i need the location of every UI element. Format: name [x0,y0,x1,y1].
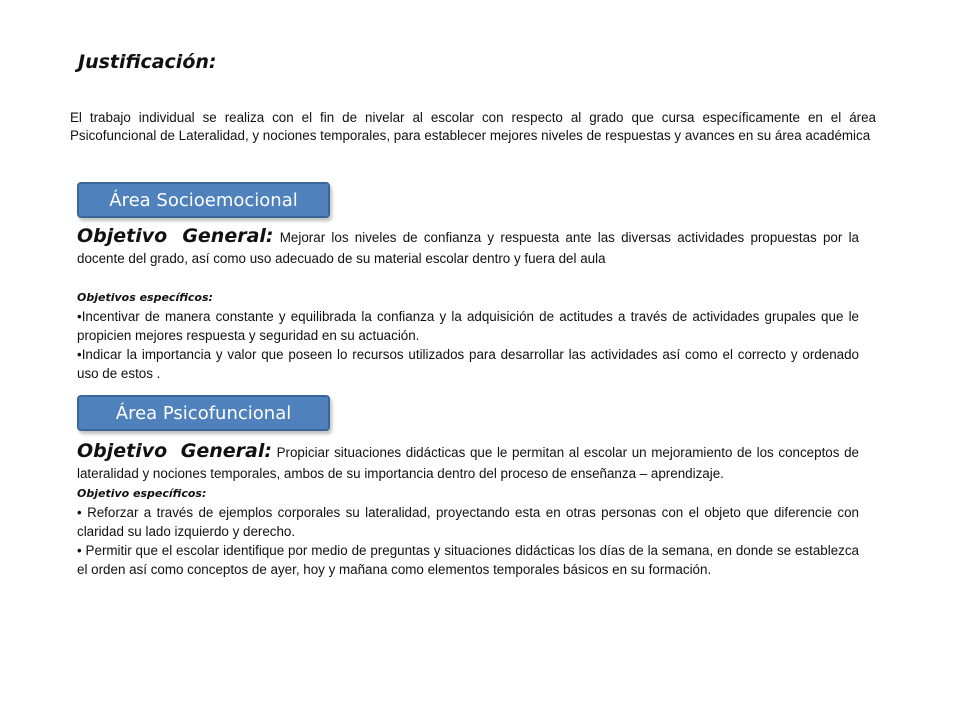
socioemocional-specific-title: Objetivos específicos: [77,291,213,304]
socioemocional-objective-text: Mejorar los niveles de confianza y respuesta ante las diversas actividades propuestas por la docente del grado, así como uso adecuado de su material escolar dentro y fuera del aula [77,230,859,266]
psicofuncional-content [77,441,859,579]
psicofuncional-objective-heading: Objetivo General: [77,440,272,462]
socioemocional-general-objective [77,226,859,269]
area-psicofuncional-label: Área Psicofuncional [115,402,292,424]
psicofuncional-specific-2: • Permitir que el escolar identifique por medio de preguntas y situaciones didácticas los días de la semana, en donde se establezca el orden así como conceptos de ayer, hoy y mañana como elementos temporales básicos en su formación. [77,543,859,577]
psicofuncional-general-objective [77,441,859,484]
justification-title: Justificación: [78,51,217,73]
psicofuncional-specific-title: Objetivo específicos: [77,487,207,500]
psicofuncional-objective-text: Propiciar situaciones didácticas que le permitan al escolar un mejoramiento de los conceptos de lateralidad y nociones temporales, ambos de su importancia dentro del proceso de enseñanza – aprendizaje. [77,445,859,481]
area-socioemocional-label: Área Socioemocional [109,189,298,211]
area-socioemocional-header [77,182,330,218]
justification-text: El trabajo individual se realiza con el fin de nivelar al escolar con respecto al grado que cursa específicamente en el área Psicofuncional de Lateralidad, y nociones temporales, para establecer mejores niveles de respuestas y avances en su área académica [70,110,876,143]
socioemocional-content [77,226,859,383]
socioemocional-specific-2: •Indicar la importancia y valor que poseen lo recursos utilizados para desarrollar las actividades así como el correcto y ordenado uso de estos . [77,347,859,381]
psicofuncional-specific-1: • Reforzar a través de ejemplos corporales su lateralidad, proyectando esta en otras personas con el objeto que diferencie con claridad su lado izquierdo y derecho. [77,505,859,539]
area-psicofuncional-header [77,395,330,431]
socioemocional-objective-heading: Objetivo General: [77,225,274,247]
socioemocional-specific-1: •Incentivar de manera constante y equilibrada la confianza y la adquisición de actitudes a través de actividades grupales que le propicien mejores respuesta y seguridad en su actuación. [77,309,859,343]
